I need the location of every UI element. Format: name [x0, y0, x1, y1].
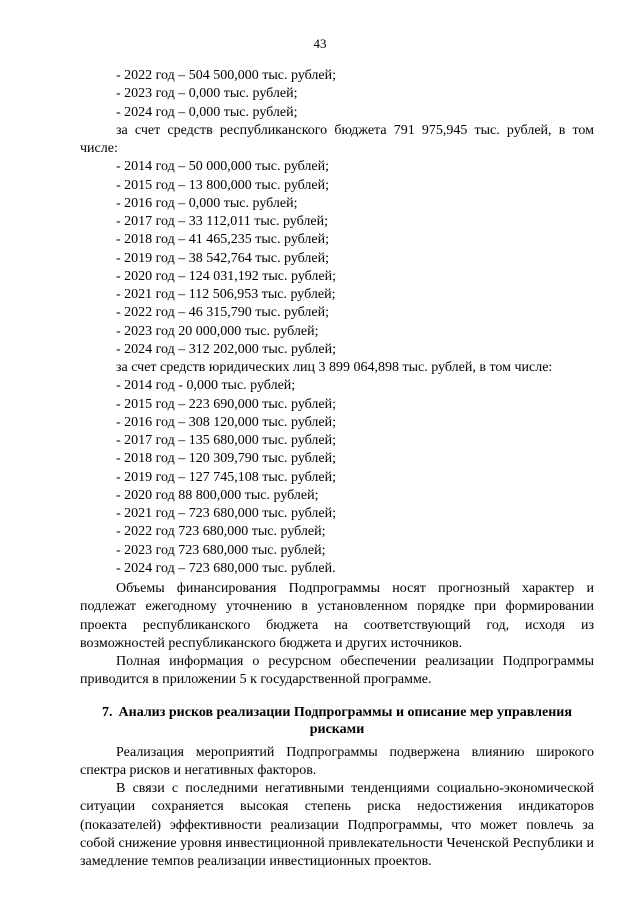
- funding-line: - 2021 год – 723 680,000 тыс. рублей;: [116, 506, 337, 521]
- funding-line: - 2019 год – 38 542,764 тыс. рублей;: [116, 250, 330, 266]
- page-number: 43: [313, 36, 327, 51]
- paragraph-risks: Реализация мероприятий Подпрограммы подвержена влиянию широкого спектра рисков и негативных факторов.: [80, 744, 594, 778]
- funding-line: - 2022 год – 504 500,000 тыс. рублей;: [116, 68, 337, 83]
- paragraph-full-info: Полная информация о ресурсном обеспечении реализации Подпрограммы приводится в приложении 5 к государственной программе.: [80, 654, 594, 688]
- section-number: 7.: [102, 704, 113, 720]
- funding-line: - 2016 год – 0,000 тыс. рублей;: [116, 195, 298, 211]
- funding-line: - 2024 год – 723 680,000 тыс. рублей.: [116, 560, 336, 576]
- legal-entities-intro: за счет средств юридических лиц 3 899 064,898 тыс. рублей, в том числе:: [116, 360, 553, 375]
- funding-line: - 2023 год 20 000,000 тыс. рублей;: [116, 323, 319, 339]
- funding-line: - 2022 год – 46 315,790 тыс. рублей;: [116, 305, 330, 321]
- funding-line: - 2023 год 723 680,000 тыс. рублей;: [116, 542, 326, 558]
- paragraph-volumes: Объемы финансирования Подпрограммы носят прогнозный характер и подлежат ежегодному уточнению в установленном порядке при формировании проекта республиканского бюджета на соответствующий год, исходя из возможностей республиканского бюджета и других источников.: [80, 581, 594, 651]
- funding-line: - 2020 год 88 800,000 тыс. рублей;: [116, 487, 319, 503]
- funding-line: - 2018 год – 120 309,790 тыс. рублей;: [116, 451, 337, 467]
- funding-line: - 2017 год – 33 112,011 тыс. рублей;: [116, 214, 328, 229]
- funding-line: - 2015 год – 223 690,000 тыс. рублей;: [116, 396, 337, 412]
- funding-line: - 2014 год – 50 000,000 тыс. рублей;: [116, 159, 330, 175]
- page-content: [80, 67, 594, 871]
- paragraph-trends: В связи с последними негативными тенденциями социально-экономической ситуации сохраняется высокая степень риска недостижения индикаторов (показателей) эффективности реализации Подпрограммы, что может повлечь за собой снижение уровня инвестиционной привлекательности Чеченской Республики и замедление темпов реализации инвестиционных проектов.: [80, 781, 594, 869]
- funding-line: - 2023 год – 0,000 тыс. рублей;: [116, 86, 298, 102]
- funding-line: - 2021 год – 112 506,953 тыс. рублей;: [116, 287, 336, 302]
- funding-line: - 2024 год – 312 202,000 тыс. рублей;: [116, 341, 337, 357]
- funding-line: - 2022 год 723 680,000 тыс. рублей;: [116, 524, 326, 540]
- republic-budget-intro: за счет средств республиканского бюджета 791 975,945 тыс. рублей, в том числе:: [80, 122, 594, 156]
- funding-line: - 2014 год - 0,000 тыс. рублей;: [116, 378, 296, 394]
- section-heading: [80, 704, 594, 738]
- funding-line: - 2019 год – 127 745,108 тыс. рублей;: [116, 469, 337, 485]
- funding-line: - 2016 год – 308 120,000 тыс. рублей;: [116, 414, 337, 430]
- funding-line: - 2017 год – 135 680,000 тыс. рублей;: [116, 433, 337, 448]
- section-title: Анализ рисков реализации Подпрограммы и описание мер управления рисками: [118, 704, 572, 737]
- funding-line: - 2018 год – 41 465,235 тыс. рублей;: [116, 232, 330, 248]
- funding-line: - 2024 год – 0,000 тыс. рублей;: [116, 104, 298, 120]
- funding-line: - 2020 год – 124 031,192 тыс. рублей;: [116, 268, 337, 284]
- funding-line: - 2015 год – 13 800,000 тыс. рублей;: [116, 177, 330, 193]
